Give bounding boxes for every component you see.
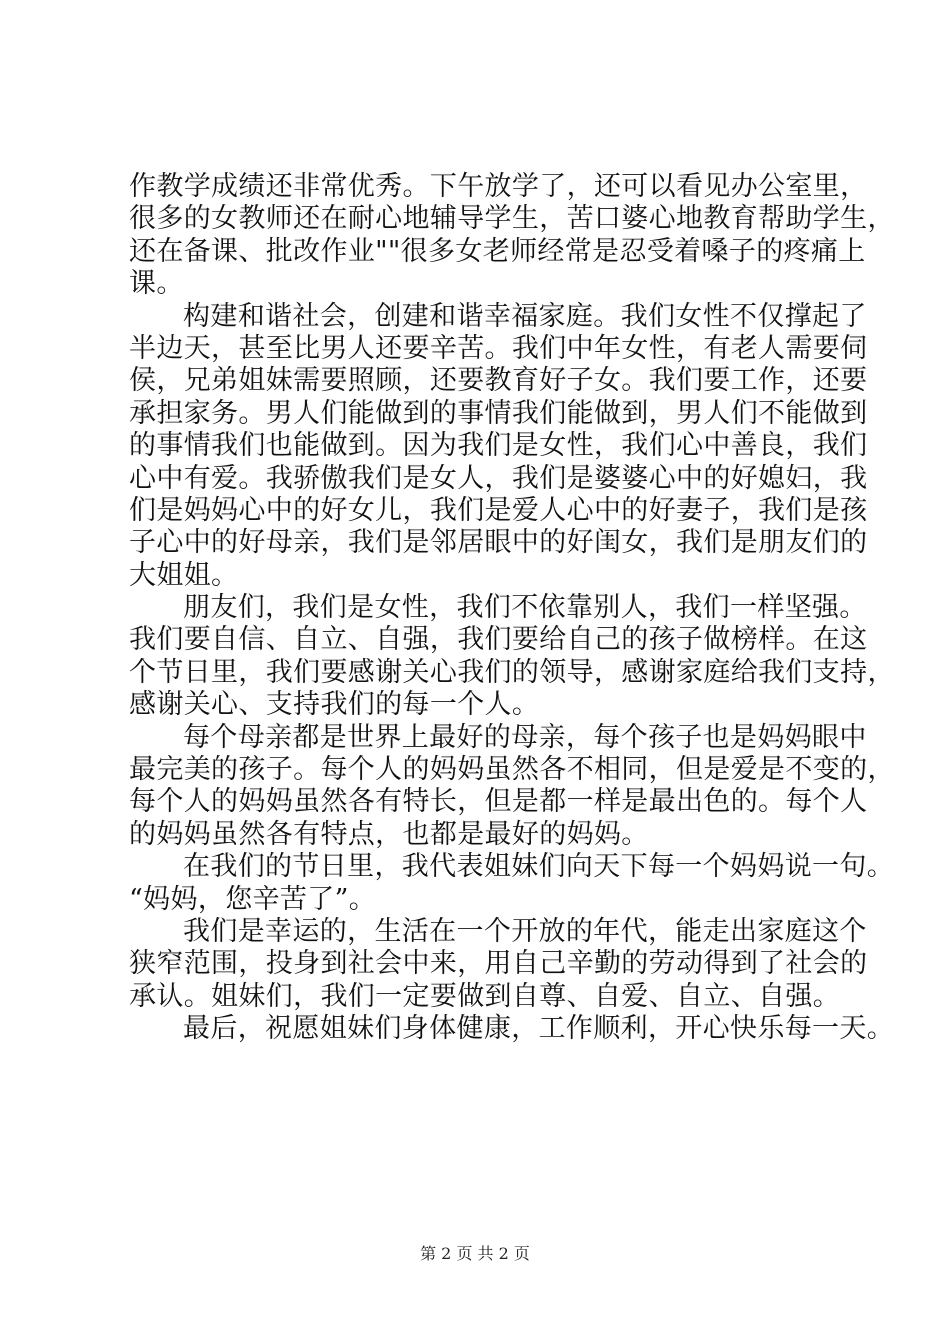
paragraph: [129, 851, 895, 916]
text-line: 朋友们，我们是女性，我们不依靠别人，我们一样坚强。: [183, 592, 867, 624]
text-line: 构建和谐社会，创建和谐幸福家庭。我们女性不仅撑起了: [183, 300, 867, 332]
text-line: 狭窄范围，投身到社会中来，用自己辛勤的劳动得到了社会的: [129, 948, 868, 980]
text-line: 最完美的孩子。每个人的妈妈虽然各不相同，但是爱是不变的，: [129, 754, 895, 786]
text-line: 很多的女教师还在耐心地辅导学生，苦口婆心地教育帮助学生，: [129, 203, 895, 235]
text-line: 半边天，甚至比男人还要辛苦。我们中年女性，有老人需要伺: [129, 332, 868, 364]
text-line: 我们要自信、自立、自强，我们要给自己的孩子做榜样。在这: [129, 624, 868, 656]
text-line: 的妈妈虽然各有特点，也都是最好的妈妈。: [129, 818, 649, 850]
text-line: 侯，兄弟姐妹需要照顾，还要教育好子女。我们要工作，还要: [129, 365, 868, 397]
text-line: “妈妈，您辛苦了”。: [129, 883, 377, 915]
paragraph: [129, 1013, 895, 1045]
text-line: 大姐姐。: [129, 559, 239, 591]
page-footer: 第 2 页 共 2 页: [420, 1244, 530, 1263]
text-line: 每个母亲都是世界上最好的母亲，每个孩子也是妈妈眼中: [183, 721, 867, 753]
text-line: 承担家务。男人们能做到的事情我们能做到，男人们不能做到: [129, 397, 868, 429]
text-line: 心中有爱。我骄傲我们是女人，我们是婆婆心中的好媳妇，我: [129, 462, 868, 494]
text-line: 还在备课、批改作业""很多女老师经常是忍受着嗓子的疼痛上: [129, 235, 866, 267]
paragraph: [129, 300, 868, 593]
text-line: 课。: [129, 268, 184, 300]
text-line: 们是妈妈心中的好女儿，我们是爱人心中的好妻子，我们是孩: [129, 494, 868, 526]
text-line: 子心中的好母亲，我们是邻居眼中的好闺女，我们是朋友们的: [129, 527, 868, 559]
paragraph: [129, 721, 895, 852]
document-body: [129, 171, 895, 1046]
text-line: 在我们的节日里，我代表姐妹们向天下每一个妈妈说一句。: [183, 851, 895, 883]
text-line: 作教学成绩还非常优秀。下午放学了，还可以看见办公室里，: [129, 171, 868, 202]
paragraph: [129, 171, 895, 301]
paragraph: [129, 592, 895, 722]
text-line: 最后，祝愿姐妹们身体健康，工作顺利，开心快乐每一天。: [183, 1013, 895, 1045]
text-line: 每个人的妈妈虽然各有特长，但是都一样是最出色的。每个人: [129, 786, 868, 818]
text-line: 承认。姐妹们，我们一定要做到自尊、自爱、自立、自强。: [129, 980, 841, 1012]
paragraph: [129, 915, 868, 1013]
text-line: 我们是幸运的，生活在一个开放的年代，能走出家庭这个: [183, 915, 867, 947]
text-line: 的事情我们也能做到。因为我们是女性，我们心中善良，我们: [129, 430, 868, 462]
text-line: 个节日里，我们要感谢关心我们的领导，感谢家庭给我们支持，: [129, 656, 895, 688]
text-line: 感谢关心、支持我们的每一个人。: [129, 689, 540, 721]
